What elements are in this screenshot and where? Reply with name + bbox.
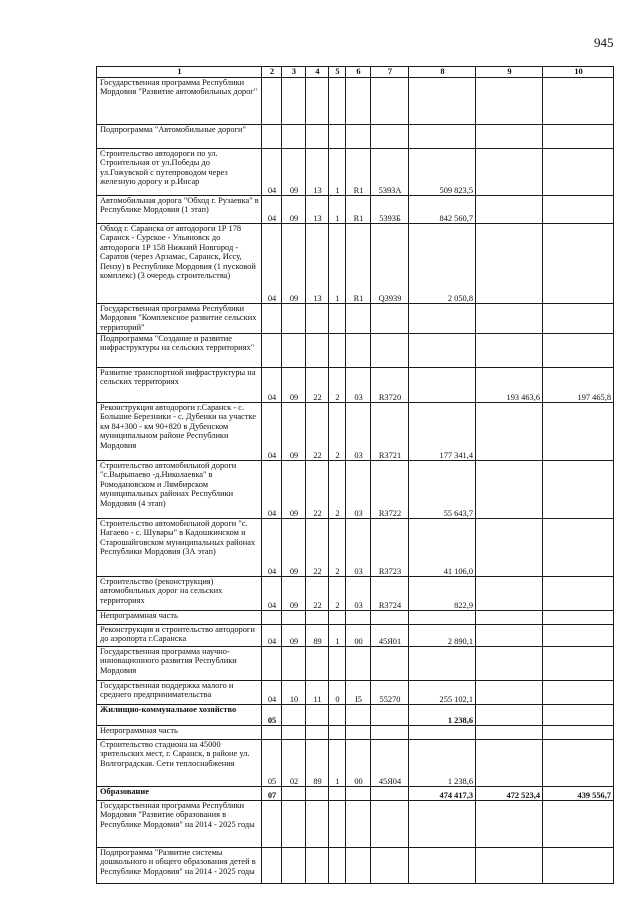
code-cell bbox=[329, 705, 346, 726]
amount-cell bbox=[476, 705, 543, 726]
code-cell: 09 bbox=[282, 403, 306, 461]
amount-cell bbox=[543, 334, 614, 368]
amount-cell: 2 890,1 bbox=[409, 625, 476, 647]
code-cell: 04 bbox=[262, 224, 282, 304]
row-name-cell: Непрограммная часть bbox=[97, 726, 262, 740]
code-cell: 2 bbox=[329, 403, 346, 461]
code-cell bbox=[262, 647, 282, 681]
amount-cell: 55 643,7 bbox=[409, 461, 476, 519]
amount-cell bbox=[409, 647, 476, 681]
code-cell bbox=[371, 787, 409, 801]
amount-cell: 197 465,8 bbox=[543, 368, 614, 403]
row-name-cell: Государственная программа Республики Мордовия "Развитие автомобильных дорог" bbox=[97, 78, 262, 125]
amount-cell bbox=[543, 125, 614, 149]
code-cell bbox=[282, 801, 306, 848]
code-cell bbox=[262, 125, 282, 149]
row-name-cell: Обход г. Саранска от автодороги 1Р 178 Саранск - Сурское - Ульяновск до автодороги 1Р 158 Нижний Новгород - Саратов (через Арзамас, Саранск, Иссу, Пензу) в Республике Мордовия (1 пусковой комплекс) (3 очередь строительства) bbox=[97, 224, 262, 304]
code-cell: 1 bbox=[329, 224, 346, 304]
code-cell bbox=[282, 726, 306, 740]
table-row bbox=[97, 681, 614, 705]
row-name-cell: Подпрограмма "Создание и развитие инфраструктуры на сельских территориях" bbox=[97, 334, 262, 368]
header-cell: 3 bbox=[282, 67, 306, 78]
code-cell: 1 bbox=[329, 149, 346, 196]
code-cell: 00 bbox=[346, 740, 371, 787]
row-name-cell: Государственная поддержка малого и среднего предпринимательства bbox=[97, 681, 262, 705]
code-cell: R3721 bbox=[371, 403, 409, 461]
code-cell: 04 bbox=[262, 625, 282, 647]
amount-cell bbox=[543, 625, 614, 647]
code-cell: 55270 bbox=[371, 681, 409, 705]
code-cell: 1 bbox=[329, 740, 346, 787]
code-cell bbox=[282, 125, 306, 149]
code-cell bbox=[282, 705, 306, 726]
amount-cell bbox=[476, 125, 543, 149]
code-cell bbox=[262, 334, 282, 368]
code-cell bbox=[346, 801, 371, 848]
code-cell bbox=[346, 705, 371, 726]
code-cell: 09 bbox=[282, 577, 306, 611]
code-cell: I5 bbox=[346, 681, 371, 705]
code-cell bbox=[371, 848, 409, 884]
header-cell: 10 bbox=[543, 67, 614, 78]
code-cell bbox=[306, 848, 329, 884]
code-cell: 89 bbox=[306, 625, 329, 647]
code-cell: 2 bbox=[329, 519, 346, 577]
code-cell: 2 bbox=[329, 577, 346, 611]
row-name-cell: Строительство автомобильной дороги "с. Нагаево - с. Шувары" в Кадошкинском и Старошайговском муниципальных районах Республики Мордовия (3А этап) bbox=[97, 519, 262, 577]
amount-cell bbox=[476, 304, 543, 334]
amount-cell bbox=[543, 681, 614, 705]
code-cell bbox=[282, 611, 306, 625]
row-name-cell: Непрограммная часть bbox=[97, 611, 262, 625]
table-row bbox=[97, 334, 614, 368]
code-cell bbox=[282, 78, 306, 125]
code-cell bbox=[329, 787, 346, 801]
amount-cell bbox=[543, 848, 614, 884]
amount-cell: 1 238,6 bbox=[409, 740, 476, 787]
code-cell: 04 bbox=[262, 461, 282, 519]
table-row bbox=[97, 787, 614, 801]
code-cell: 00 bbox=[346, 625, 371, 647]
code-cell bbox=[306, 801, 329, 848]
table-row bbox=[97, 611, 614, 625]
amount-cell: 474 417,3 bbox=[409, 787, 476, 801]
code-cell bbox=[371, 125, 409, 149]
row-name-cell: Государственная программа Республики Мордовия "Развитие образования в Республике Мордовия" на 2014 - 2025 годы bbox=[97, 801, 262, 848]
code-cell: 22 bbox=[306, 519, 329, 577]
code-cell: R3724 bbox=[371, 577, 409, 611]
code-cell bbox=[282, 647, 306, 681]
code-cell bbox=[371, 647, 409, 681]
table-row bbox=[97, 403, 614, 461]
table-row bbox=[97, 78, 614, 125]
code-cell: 04 bbox=[262, 403, 282, 461]
table-row bbox=[97, 705, 614, 726]
code-cell bbox=[329, 78, 346, 125]
code-cell bbox=[346, 78, 371, 125]
code-cell bbox=[306, 705, 329, 726]
code-cell: 45Я01 bbox=[371, 625, 409, 647]
row-name-cell: Подпрограмма "Развитие системы дошкольного и общего образования детей в Республике Мордовия" на 2014 - 2025 годы bbox=[97, 848, 262, 884]
header-cell: 6 bbox=[346, 67, 371, 78]
code-cell: 1 bbox=[329, 625, 346, 647]
code-cell: R1 bbox=[346, 196, 371, 224]
header-cell: 5 bbox=[329, 67, 346, 78]
amount-cell: 822,9 bbox=[409, 577, 476, 611]
amount-cell bbox=[409, 334, 476, 368]
row-name-cell: Государственная программа научно-инновационного развития Республики Мордовия bbox=[97, 647, 262, 681]
header-cell: 1 bbox=[97, 67, 262, 78]
amount-cell bbox=[409, 304, 476, 334]
code-cell bbox=[371, 801, 409, 848]
code-cell bbox=[306, 611, 329, 625]
code-cell: 09 bbox=[282, 519, 306, 577]
row-name-cell: Строительство автомобильной дороги "с.Вырыпаево -д.Николаевка" в Ромодановском и Лямбирском муниципальных районах Республики Мордовия (4 этап) bbox=[97, 461, 262, 519]
code-cell bbox=[282, 304, 306, 334]
amount-cell: 1 238,6 bbox=[409, 705, 476, 726]
amount-cell: 842 560,7 bbox=[409, 196, 476, 224]
code-cell: 22 bbox=[306, 368, 329, 403]
code-cell bbox=[346, 726, 371, 740]
code-cell: 04 bbox=[262, 681, 282, 705]
amount-cell bbox=[476, 577, 543, 611]
code-cell: 05 bbox=[262, 740, 282, 787]
code-cell: R3722 bbox=[371, 461, 409, 519]
table-row bbox=[97, 196, 614, 224]
amount-cell bbox=[543, 611, 614, 625]
code-cell: 04 bbox=[262, 149, 282, 196]
amount-cell bbox=[543, 461, 614, 519]
code-cell bbox=[329, 848, 346, 884]
code-cell: 89 bbox=[306, 740, 329, 787]
table-row bbox=[97, 577, 614, 611]
code-cell bbox=[329, 334, 346, 368]
amount-cell bbox=[476, 625, 543, 647]
amount-cell bbox=[543, 740, 614, 787]
code-cell: 02 bbox=[282, 740, 306, 787]
code-cell bbox=[371, 611, 409, 625]
amount-cell: 177 341,4 bbox=[409, 403, 476, 461]
amount-cell bbox=[543, 519, 614, 577]
amount-cell bbox=[543, 801, 614, 848]
code-cell bbox=[329, 304, 346, 334]
table-row bbox=[97, 647, 614, 681]
code-cell bbox=[371, 78, 409, 125]
budget-table bbox=[96, 66, 614, 884]
amount-cell bbox=[543, 304, 614, 334]
code-cell: 03 bbox=[346, 577, 371, 611]
amount-cell bbox=[476, 78, 543, 125]
code-cell: 13 bbox=[306, 149, 329, 196]
header-cell: 7 bbox=[371, 67, 409, 78]
amount-cell bbox=[543, 78, 614, 125]
amount-cell: 509 823,5 bbox=[409, 149, 476, 196]
row-name-cell: Автомобильная дорога "Обход г. Рузаевка" в Республике Мордовия (1 этап) bbox=[97, 196, 262, 224]
amount-cell bbox=[409, 726, 476, 740]
code-cell bbox=[262, 78, 282, 125]
code-cell: 07 bbox=[262, 787, 282, 801]
code-cell: 13 bbox=[306, 224, 329, 304]
code-cell: 03 bbox=[346, 368, 371, 403]
amount-cell: 472 523,4 bbox=[476, 787, 543, 801]
row-name-cell: Подпрограмма "Автомобильные дороги" bbox=[97, 125, 262, 149]
code-cell: 22 bbox=[306, 403, 329, 461]
code-cell bbox=[329, 801, 346, 848]
code-cell bbox=[306, 125, 329, 149]
code-cell bbox=[282, 848, 306, 884]
amount-cell bbox=[543, 647, 614, 681]
code-cell bbox=[346, 848, 371, 884]
table-row bbox=[97, 625, 614, 647]
code-cell bbox=[262, 726, 282, 740]
table-row bbox=[97, 461, 614, 519]
amount-cell bbox=[476, 726, 543, 740]
amount-cell bbox=[543, 149, 614, 196]
code-cell: 04 bbox=[262, 368, 282, 403]
amount-cell bbox=[543, 403, 614, 461]
code-cell bbox=[371, 334, 409, 368]
code-cell: 22 bbox=[306, 577, 329, 611]
amount-cell bbox=[409, 368, 476, 403]
amount-cell bbox=[476, 801, 543, 848]
code-cell bbox=[329, 647, 346, 681]
amount-cell bbox=[476, 149, 543, 196]
code-cell bbox=[306, 787, 329, 801]
code-cell: 2 bbox=[329, 461, 346, 519]
code-cell: 09 bbox=[282, 224, 306, 304]
table-row bbox=[97, 224, 614, 304]
amount-cell bbox=[476, 196, 543, 224]
row-name-cell: Развитие транспортной инфраструктуры на сельских территориях bbox=[97, 368, 262, 403]
code-cell: 03 bbox=[346, 403, 371, 461]
amount-cell: 2 050,8 bbox=[409, 224, 476, 304]
amount-cell bbox=[476, 611, 543, 625]
code-cell: 09 bbox=[282, 461, 306, 519]
amount-cell bbox=[476, 461, 543, 519]
code-cell: 05 bbox=[262, 705, 282, 726]
row-name-cell: Реконструкция и строительство автодороги до аэропорта г.Саранска bbox=[97, 625, 262, 647]
code-cell: 09 bbox=[282, 196, 306, 224]
code-cell bbox=[371, 705, 409, 726]
page-number: 945 bbox=[594, 35, 614, 50]
code-cell: 1 bbox=[329, 196, 346, 224]
amount-cell: 41 106,0 bbox=[409, 519, 476, 577]
amount-cell bbox=[476, 647, 543, 681]
amount-cell: 439 556,7 bbox=[543, 787, 614, 801]
amount-cell bbox=[476, 848, 543, 884]
amount-cell bbox=[409, 78, 476, 125]
code-cell bbox=[306, 334, 329, 368]
amount-cell bbox=[543, 726, 614, 740]
amount-cell bbox=[543, 705, 614, 726]
code-cell bbox=[306, 726, 329, 740]
code-cell: 5393А bbox=[371, 149, 409, 196]
code-cell: R1 bbox=[346, 149, 371, 196]
code-cell: 11 bbox=[306, 681, 329, 705]
code-cell: 04 bbox=[262, 577, 282, 611]
amount-cell bbox=[409, 125, 476, 149]
table-row bbox=[97, 368, 614, 403]
header-cell: 2 bbox=[262, 67, 282, 78]
code-cell bbox=[262, 848, 282, 884]
row-name-cell: Реконструкция автодороги г.Саранск - с. Большие Березники - с. Дубенки на участке км 84+300 - км 90+820 в Дубенском муниципальном районе Республики Мордовия bbox=[97, 403, 262, 461]
code-cell: 03 bbox=[346, 461, 371, 519]
code-cell bbox=[262, 801, 282, 848]
code-cell bbox=[371, 726, 409, 740]
header-cell: 4 bbox=[306, 67, 329, 78]
code-cell bbox=[262, 304, 282, 334]
row-name-cell: Образование bbox=[97, 787, 262, 801]
table-row bbox=[97, 304, 614, 334]
table-header-row bbox=[97, 67, 614, 78]
code-cell bbox=[282, 334, 306, 368]
amount-cell bbox=[476, 334, 543, 368]
row-name-cell: Строительство стадиона на 45000 зрительских мест, г. Саранск, в районе ул. Волгоградская. Сети теплоснабжения bbox=[97, 740, 262, 787]
code-cell bbox=[346, 647, 371, 681]
amount-cell bbox=[476, 224, 543, 304]
code-cell bbox=[346, 304, 371, 334]
code-cell: 04 bbox=[262, 519, 282, 577]
table-row bbox=[97, 519, 614, 577]
amount-cell bbox=[543, 196, 614, 224]
code-cell bbox=[346, 611, 371, 625]
code-cell: R3720 bbox=[371, 368, 409, 403]
table-row bbox=[97, 149, 614, 196]
row-name-cell: Строительство автодороги по ул. Строительная от ул.Победы до ул.Гожувской с путепроводом через железную дорогу и р.Инсар bbox=[97, 149, 262, 196]
code-cell: 09 bbox=[282, 625, 306, 647]
code-cell: 10 bbox=[282, 681, 306, 705]
table-row bbox=[97, 726, 614, 740]
code-cell: 22 bbox=[306, 461, 329, 519]
amount-cell: 193 463,6 bbox=[476, 368, 543, 403]
amount-cell: 255 102,1 bbox=[409, 681, 476, 705]
amount-cell bbox=[543, 224, 614, 304]
code-cell: 2 bbox=[329, 368, 346, 403]
code-cell: Q3939 bbox=[371, 224, 409, 304]
row-name-cell: Государственная программа Республики Мордовия "Комплексное развитие сельских территорий" bbox=[97, 304, 262, 334]
code-cell: 09 bbox=[282, 368, 306, 403]
code-cell: 13 bbox=[306, 196, 329, 224]
code-cell bbox=[371, 304, 409, 334]
amount-cell bbox=[476, 519, 543, 577]
table-row bbox=[97, 740, 614, 787]
code-cell: 5393Б bbox=[371, 196, 409, 224]
table-row bbox=[97, 848, 614, 884]
code-cell: R3723 bbox=[371, 519, 409, 577]
code-cell: 45Я04 bbox=[371, 740, 409, 787]
code-cell bbox=[282, 787, 306, 801]
header-cell: 8 bbox=[409, 67, 476, 78]
code-cell: 03 bbox=[346, 519, 371, 577]
code-cell: R1 bbox=[346, 224, 371, 304]
amount-cell bbox=[543, 577, 614, 611]
row-name-cell: Строительство (реконструкция) автомобильных дорог на сельских территориях bbox=[97, 577, 262, 611]
row-name-cell: Жилищно-коммунальное хозяйство bbox=[97, 705, 262, 726]
code-cell bbox=[262, 611, 282, 625]
header-cell: 9 bbox=[476, 67, 543, 78]
code-cell bbox=[346, 787, 371, 801]
amount-cell bbox=[476, 403, 543, 461]
code-cell: 0 bbox=[329, 681, 346, 705]
table-row bbox=[97, 125, 614, 149]
code-cell bbox=[329, 125, 346, 149]
code-cell bbox=[346, 125, 371, 149]
code-cell bbox=[329, 726, 346, 740]
code-cell bbox=[306, 304, 329, 334]
amount-cell bbox=[409, 848, 476, 884]
code-cell: 09 bbox=[282, 149, 306, 196]
table-row bbox=[97, 801, 614, 848]
code-cell bbox=[306, 647, 329, 681]
code-cell bbox=[346, 334, 371, 368]
code-cell bbox=[306, 78, 329, 125]
code-cell bbox=[329, 611, 346, 625]
amount-cell bbox=[476, 681, 543, 705]
amount-cell bbox=[409, 801, 476, 848]
code-cell: 04 bbox=[262, 196, 282, 224]
amount-cell bbox=[476, 740, 543, 787]
amount-cell bbox=[409, 611, 476, 625]
